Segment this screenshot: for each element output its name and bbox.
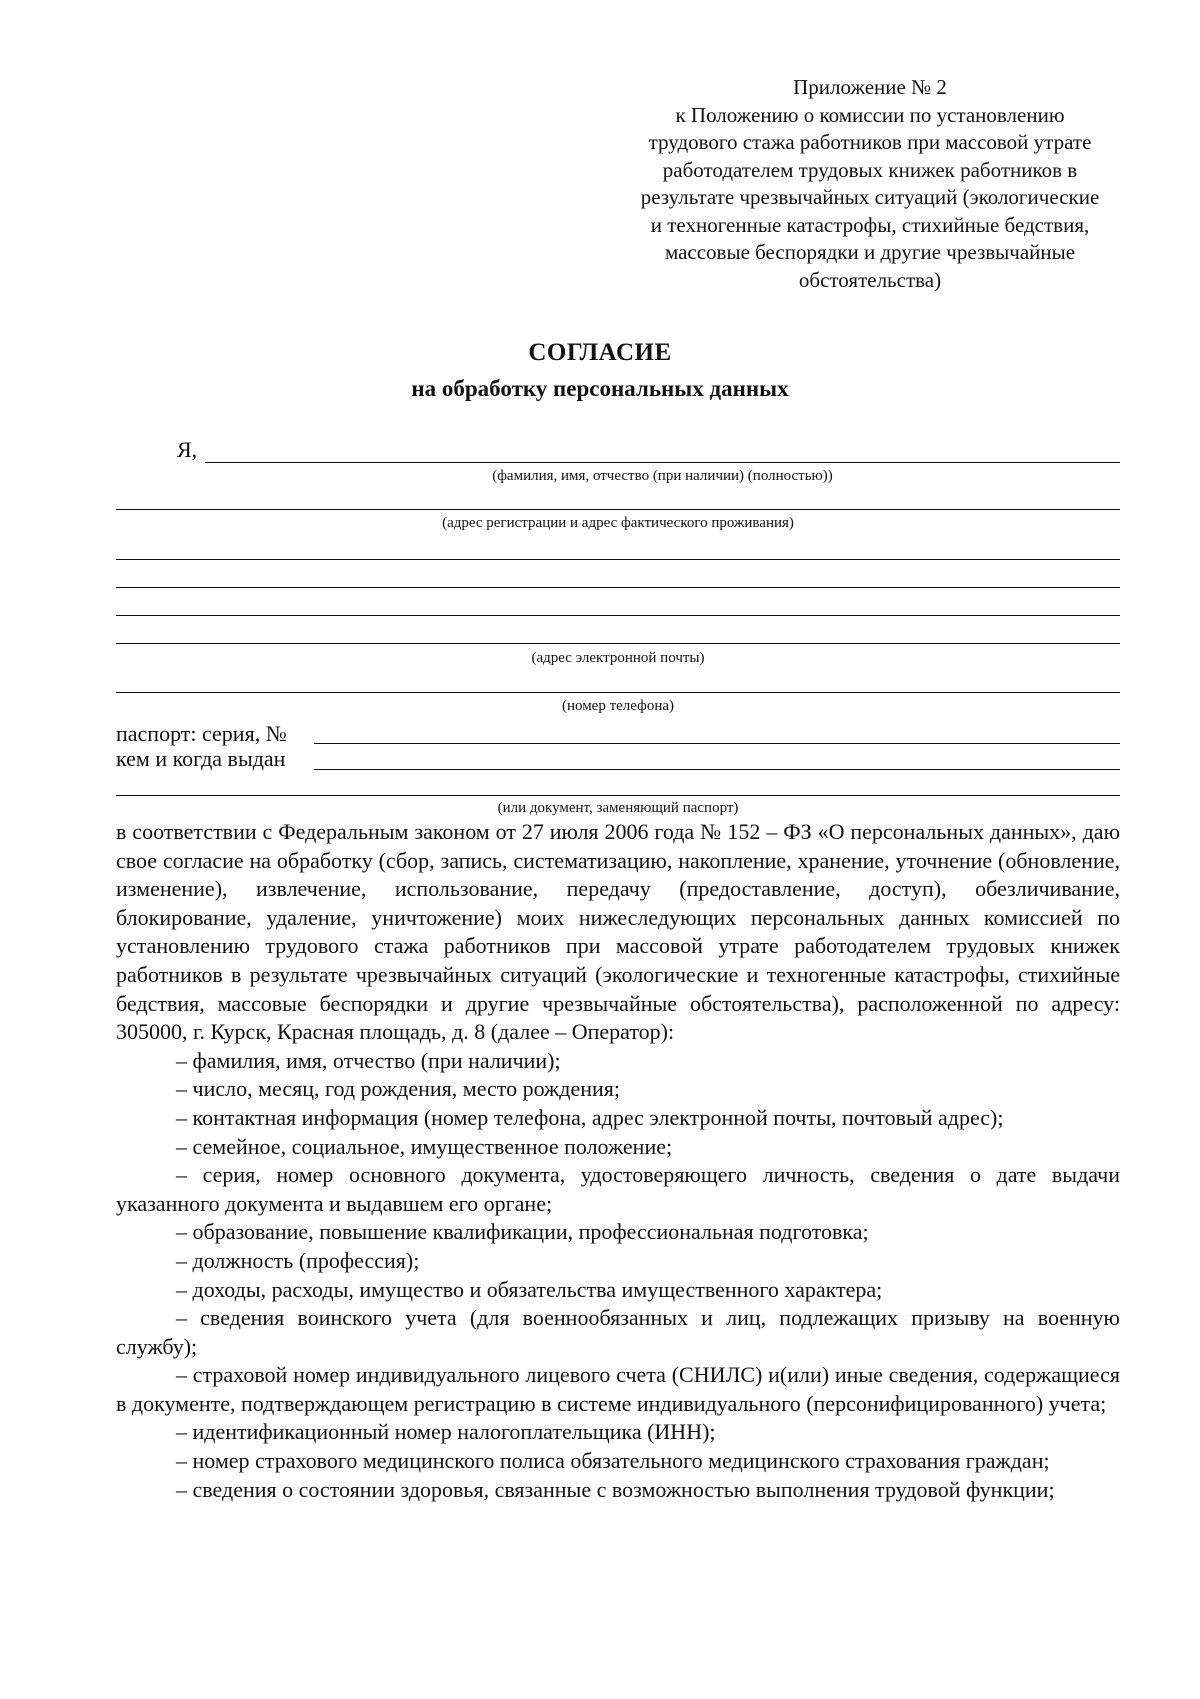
- list-item: – сведения воинского учета (для военнообязанных и лиц, подлежащих призыву на военную службу);: [116, 1305, 1120, 1359]
- list-item: – идентификационный номер налогоплательщика (ИНН);: [176, 1419, 716, 1445]
- list-item: – контактная информация (номер телефона, адрес электронной почты, почтовый адрес);: [176, 1104, 1004, 1130]
- email-hint: (адрес электронной почты): [531, 650, 705, 666]
- document-title: СОГЛАСИЕ: [528, 339, 672, 366]
- appendix-line: обстоятельства): [798, 267, 942, 292]
- list-item: – семейное, социальное, имущественное положение;: [176, 1133, 673, 1159]
- list-item: – доходы, расходы, имущество и обязательства имущественного характера;: [176, 1276, 883, 1302]
- address-field-line[interactable]: [116, 509, 1120, 510]
- appendix-line: и техногенные катастрофы, стихийные бедствия,: [650, 212, 1090, 237]
- list-item: – число, месяц, год рождения, место рождения;: [176, 1076, 620, 1102]
- phone-field-line[interactable]: [116, 692, 1120, 693]
- consent-intro: в соответствии с Федеральным законом от 27 июля 2006 года № 152 – ФЗ «О персональных данных», даю свое согласие на обработку (сбор, запись, систематизацию, накопление, хранение, уточнение (обновление, изменение), извлечение, использование, передачу (предоставление, доступ), обезличивание, блокирование, удаление, уничтожение) моих нижеследующих персональных данных комиссией по установлению трудового стажа работников при массовой утрате работодателем трудовых книжек работников в результате чрезвычайных ситуаций (экологические и техногенные катастрофы, стихийные бедствия, массовые беспорядки и другие чрезвычайные обстоятельства), расположенной по адресу: 305000, г. Курск, Красная площадь, д. 8 (далее – Оператор):: [116, 819, 1120, 1045]
- appendix-line: результате чрезвычайных ситуаций (экологические: [640, 185, 1100, 209]
- issued-field-line[interactable]: [314, 769, 1120, 770]
- address-field-line-2[interactable]: [116, 559, 1120, 560]
- appendix-line: массовые беспорядки и другие чрезвычайные: [664, 240, 1076, 264]
- phone-hint: (номер телефона): [561, 698, 675, 714]
- list-item: – фамилия, имя, отчество (при наличии);: [176, 1047, 561, 1073]
- appendix-line: работодателем трудовых книжек работников в: [662, 157, 1078, 182]
- fio-field-line[interactable]: [205, 462, 1120, 463]
- i-label: Я,: [177, 437, 198, 462]
- list-item: – серия, номер основного документа, удостоверяющего личность, сведения о дате выдачи указанного документа и выдавшем его органе;: [116, 1162, 1120, 1216]
- address-field-line-3[interactable]: [116, 587, 1120, 588]
- passport-field-line[interactable]: [314, 743, 1120, 744]
- fio-hint: (фамилия, имя, отчество (при наличии) (полностью)): [492, 468, 833, 484]
- email-field-line[interactable]: [116, 643, 1120, 644]
- appendix-line: к Положению о комиссии по установлению: [675, 102, 1065, 127]
- list-item: – сведения о состоянии здоровья, связанные с возможностью выполнения трудовой функции;: [176, 1476, 1055, 1502]
- list-item: – страховой номер индивидуального лицевого счета (СНИЛС) и(или) иные сведения, содержащиеся в документе, подтверждающем регистрацию в системе индивидуального (персонифицированного) учета;: [116, 1362, 1120, 1416]
- appendix-line: Приложение № 2: [793, 75, 947, 99]
- list-item: – должность (профессия);: [176, 1247, 420, 1273]
- consent-body: [116, 818, 1120, 1504]
- appendix-line: трудового стажа работников при массовой утрате: [648, 130, 1092, 154]
- list-item: – образование, повышение квалификации, профессиональная подготовка;: [176, 1219, 869, 1245]
- issued-label: кем и когда выдан: [116, 746, 286, 771]
- passport-label: паспорт: серия, №: [116, 721, 287, 746]
- list-item: – номер страхового медицинского полиса обязательного медицинского страхования граждан;: [176, 1448, 1050, 1474]
- appendix-header: [620, 74, 1120, 294]
- document-subtitle: на обработку персональных данных: [411, 376, 789, 401]
- document-field-line[interactable]: [116, 795, 1120, 796]
- document-hint: (или документ, заменяющий паспорт): [497, 800, 739, 816]
- address-hint: (адрес регистрации и адрес фактического проживания): [442, 515, 794, 531]
- address-field-line-4[interactable]: [116, 615, 1120, 616]
